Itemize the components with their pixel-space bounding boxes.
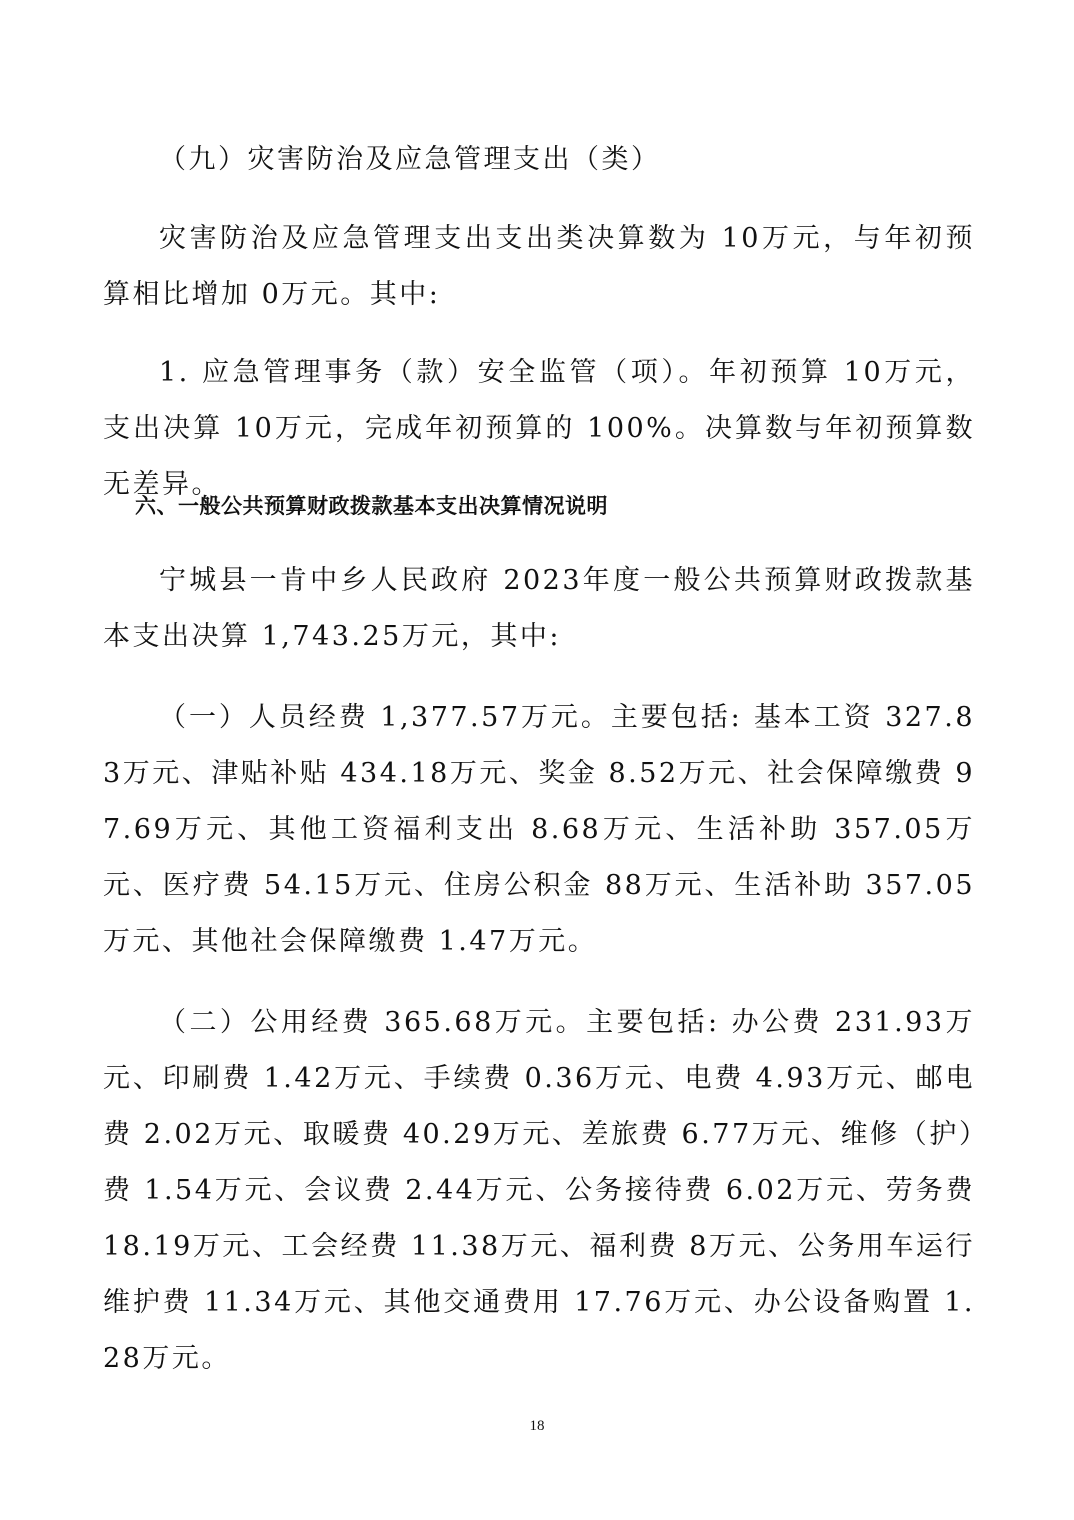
paragraph-disaster-summary: 灾害防治及应急管理支出支出类决算数为 10万元，与年初预算相比增加 0万元。其中: [103, 223, 975, 310]
paragraph-public-expenses: （二）公用经费 365.68万元。主要包括: 办公费 231.93万元、印刷费 1.42万元、手续费 0.36万元、电费 4.93万元、邮电费 2.02万元、取暖费 40.29万元、差旅费 6.77万元、维修（护）费 1.54万元、会议费 2.44万元、公务接待费 6.02万元、劳务费 18.19万元、工会经费 11.38万元、福利费 8万元、公务用车运行维护费 11.34万元、其他交通费用 17.76万元、办公设备购置 1.28万元。 [103, 1007, 975, 1374]
paragraph-personnel-expenses: （一）人员经费 1,377.57万元。主要包括: 基本工资 327.83万元、津贴补贴 434.18万元、奖金 8.52万元、社会保障缴费 97.69万元、其他工资福利支出 8.68万元、生活补助 357.05万元、医疗费 54.15万元、住房公积金 88万元、生活补助 357.05万元、其他社会保障缴费 1.47万元。 [103, 702, 975, 957]
paragraph-basic-expenditure-total: 宁城县一肯中乡人民政府 2023年度一般公共预算财政拨款基本支出决算 1,743.25万元，其中: [103, 565, 975, 652]
paragraph-emergency-supervision: 1. 应急管理事务（款）安全监管（项）。年初预算 10万元，支出决算 10万元，完成年初预算的 100%。决算数与年初预算数无差异。 [103, 357, 975, 500]
section-heading-basic-expenditure: 六、一般公共预算财政拨款基本支出决算情况说明 [135, 494, 608, 518]
page-number: 18 [529, 1418, 545, 1434]
section-title-disaster-prevention: （九）灾害防治及应急管理支出（类） [159, 144, 661, 175]
